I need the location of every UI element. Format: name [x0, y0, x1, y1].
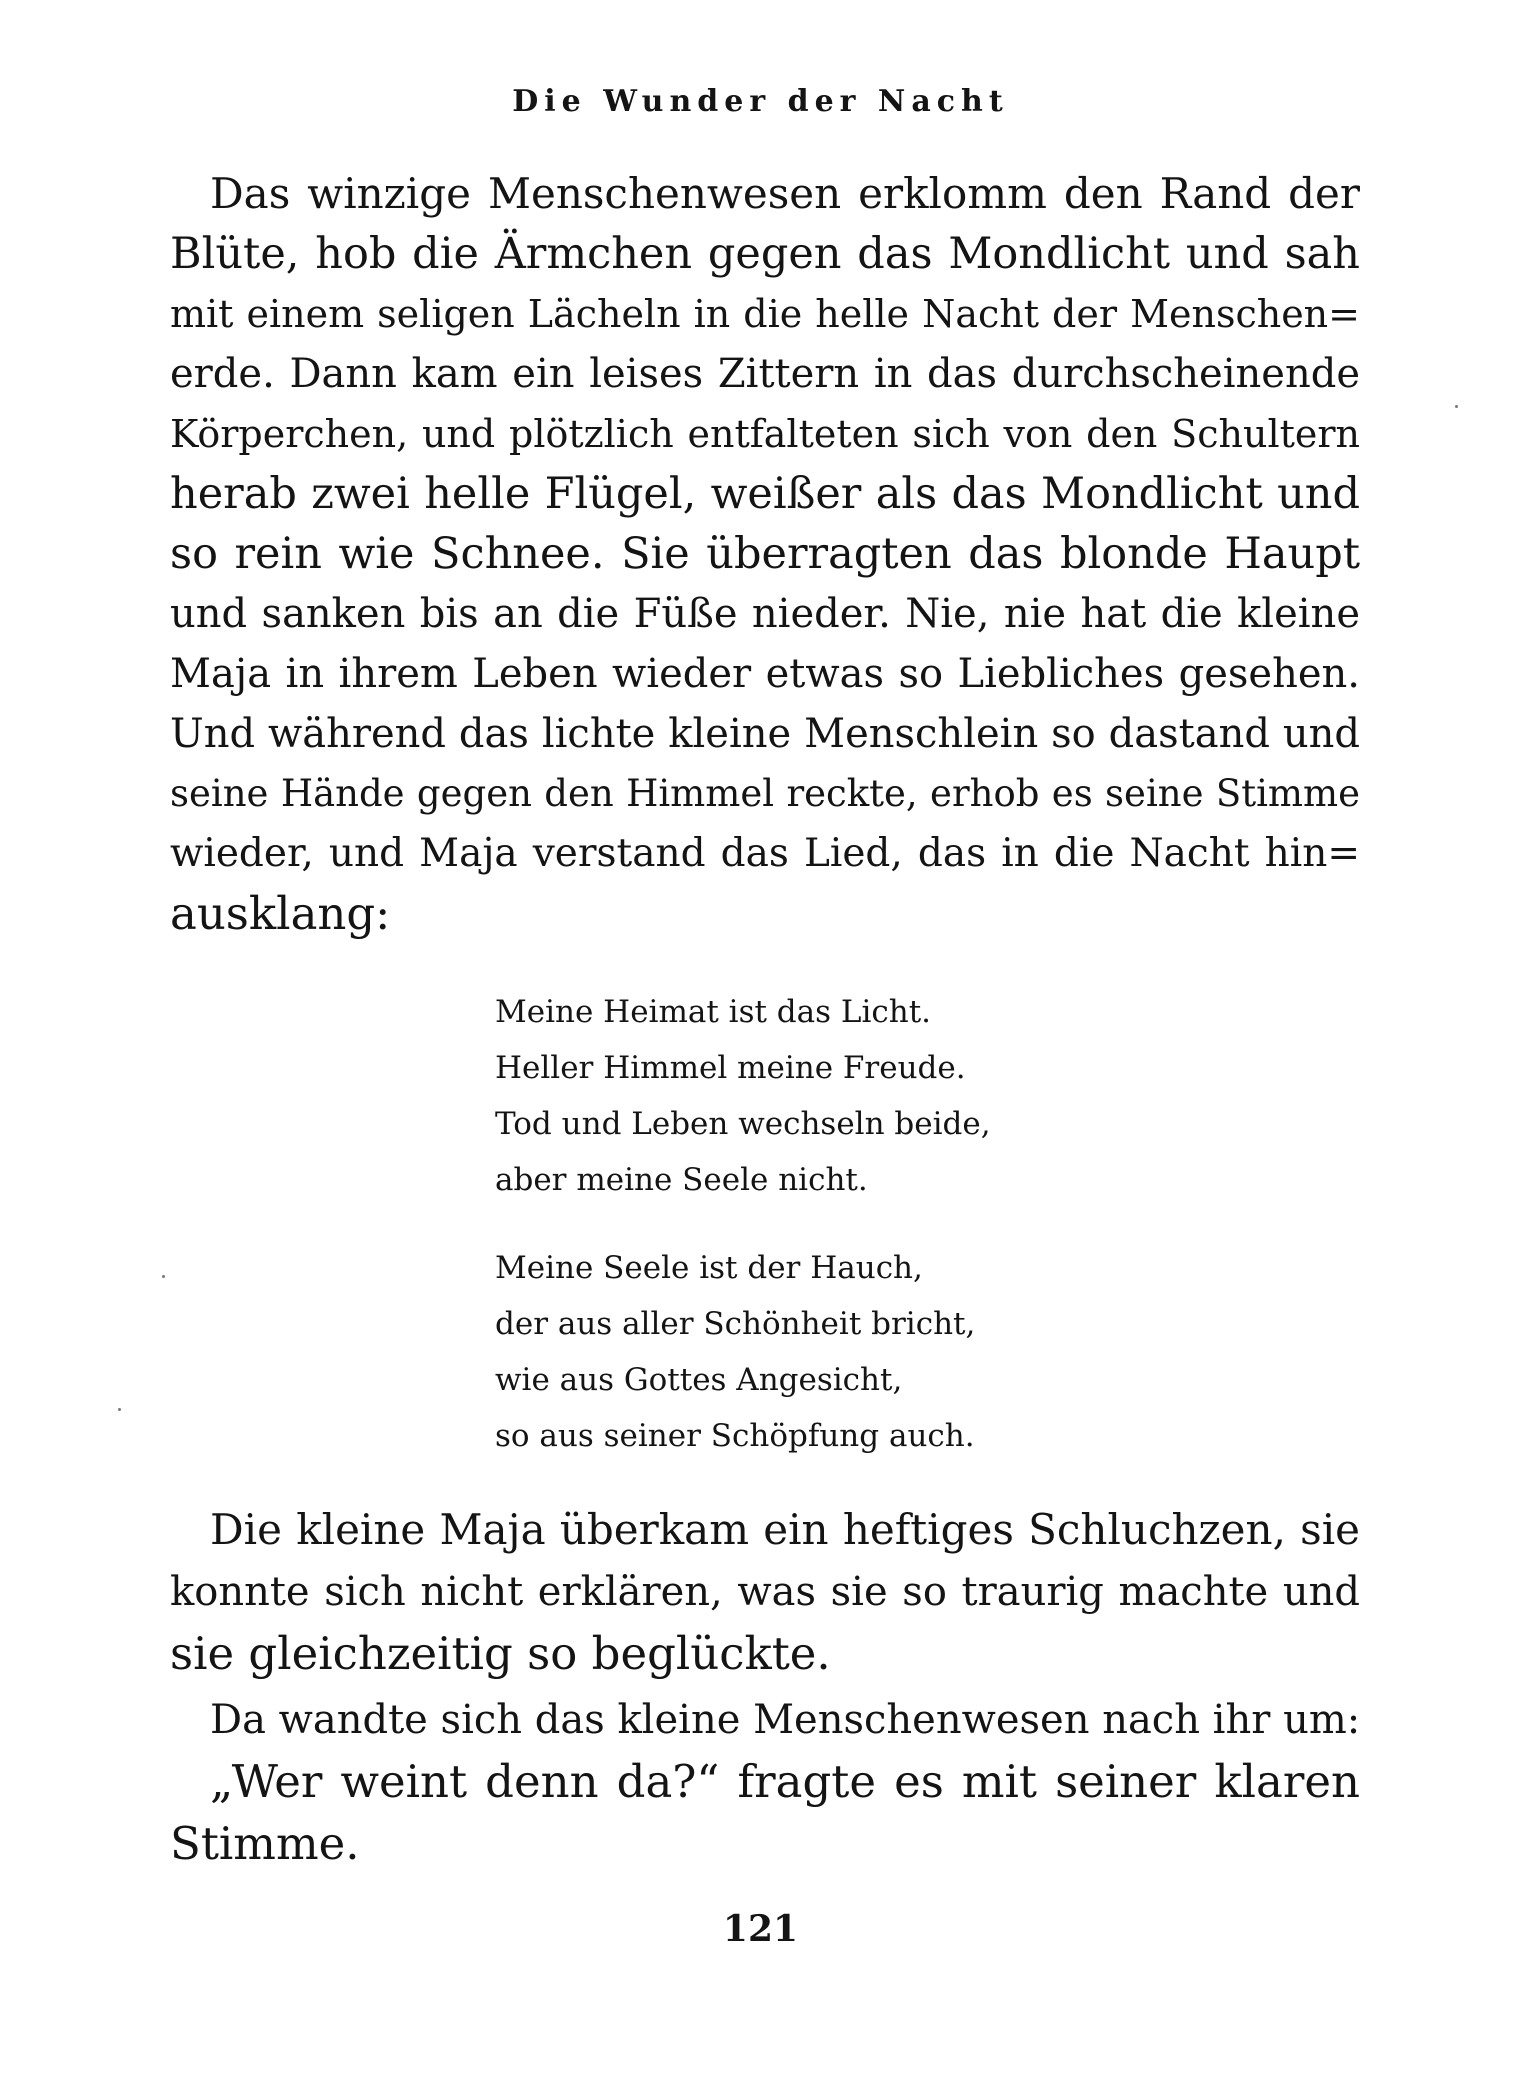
verse-line: so aus seiner Schöpfung auch. [495, 1418, 975, 1454]
verse-line: Meine Seele ist der Hauch, [495, 1250, 923, 1286]
scan-speck [1455, 405, 1458, 408]
text-line: „Wer weint denn da?“ fragte es mit seiner klaren [210, 1755, 1360, 1808]
verse-line: Heller Himmel meine Freude. [495, 1050, 966, 1086]
text-line: Da wandte sich das kleine Menschenwesen nach ihr um: [210, 1697, 1361, 1743]
verse-line: der aus aller Schönheit bricht, [495, 1306, 976, 1342]
text-line: Blüte, hob die Ärmchen gegen das Mondlicht und sah [170, 229, 1360, 279]
verse-line: Meine Heimat ist das Licht. [495, 994, 932, 1030]
page-number: 121 [722, 1908, 799, 1950]
text-line: seine Hände gegen den Himmel reckte, erhob es seine Stimme [170, 772, 1360, 815]
running-title: Die Wunder der Nacht [512, 84, 1009, 119]
text-line: Die kleine Maja überkam ein heftiges Schluchzen, sie [210, 1505, 1360, 1554]
text-line: erde. Dann kam ein leises Zittern in das durchscheinende [170, 351, 1360, 397]
text-line: mit einem seligen Lächeln in die helle Nacht der Menschen= [170, 292, 1360, 336]
text-line: herab zwei helle Flügel, weißer als das Mondlicht und [170, 469, 1360, 519]
text-line: ausklang: [170, 887, 391, 940]
scan-speck [118, 1408, 121, 1411]
text-line: und sanken bis an die Füße nieder. Nie, nie hat die kleine [170, 591, 1360, 637]
text-line: sie gleichzeitig so beglückte. [170, 1627, 831, 1680]
verse-line: Tod und Leben wechseln beide, [495, 1106, 991, 1142]
scan-speck [162, 1275, 165, 1278]
verse-line: wie aus Gottes Angesicht, [495, 1362, 903, 1398]
text-line: so rein wie Schnee. Sie überragten das blonde Haupt [170, 529, 1360, 579]
verse-line: aber meine Seele nicht. [495, 1162, 868, 1198]
text-line: Maja in ihrem Leben wieder etwas so Liebliches gesehen. [170, 651, 1360, 697]
text-line: Das winzige Menschenwesen erklomm den Rand der [210, 169, 1360, 218]
text-line: Körperchen, und plötzlich entfalteten sich von den Schultern [170, 412, 1360, 456]
text-line: Stimme. [170, 1817, 360, 1870]
text-line: Und während das lichte kleine Menschlein so dastand und [170, 711, 1360, 757]
text-line: wieder, und Maja verstand das Lied, das in die Nacht hin= [170, 831, 1360, 876]
text-line: konnte sich nicht erklären, was sie so traurig machte und [170, 1569, 1360, 1615]
